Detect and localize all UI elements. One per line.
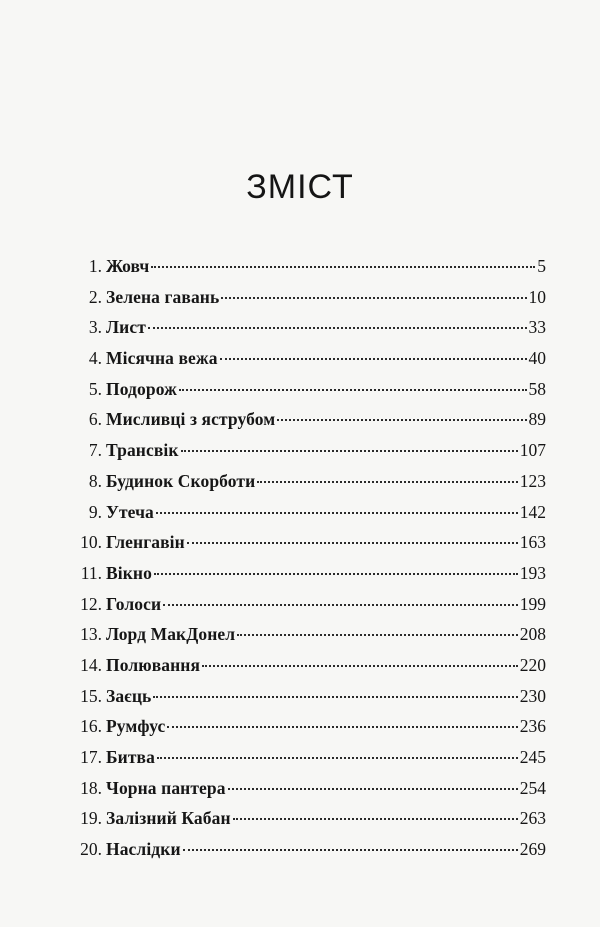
entry-number: 9. [88,501,102,522]
dot-leader [157,757,518,759]
entry-page-number: 220 [519,654,546,675]
entry-number: 8. [88,470,102,491]
entry-number: 14. [80,654,102,675]
toc-entry [80,502,546,533]
entry-page-number: 254 [519,777,546,798]
entry-page-number: 236 [519,716,546,737]
entry-number: 16. [80,716,102,737]
entry-title: Голоси [106,593,162,614]
entry-page-number: 193 [519,562,546,583]
dot-leader [228,788,518,790]
toc-entry [80,839,546,870]
entry-number: 3. [88,317,102,338]
toc-entry [80,256,546,287]
entry-title: Зелена гавань [106,286,220,307]
entry-title: Заєць [106,685,152,706]
entry-number: 20. [80,839,102,860]
entry-page-number: 208 [519,624,546,645]
entry-page-number: 230 [519,685,546,706]
entry-title: Лист [106,317,146,338]
entry-page-number: 245 [519,747,546,767]
entry-title: Мисливці з яструбом [106,409,276,430]
entry-page-number: 123 [519,470,546,491]
entry-number: 10. [80,532,102,553]
toc-entry [80,594,546,625]
dot-leader [233,818,518,820]
dot-leader [151,266,535,268]
page-title: ЗМІСТ [246,168,354,206]
entry-title: Жовч [106,256,150,276]
entry-title: Битва [106,747,155,767]
entry-title: Утеча [106,501,154,522]
entry-title: Місячна вежа [106,348,218,369]
entry-title: Полювання [106,654,201,675]
entry-page-number: 269 [519,839,546,860]
dot-leader [154,573,518,575]
dot-leader [179,389,527,391]
table-of-contents [80,256,546,870]
entry-page-number: 40 [528,348,546,369]
dot-leader [220,358,527,360]
entry-number: 17. [80,747,102,767]
toc-entry [80,440,546,471]
dot-leader [183,849,518,851]
dot-leader [148,327,527,329]
entry-page-number: 263 [519,808,546,829]
toc-entry [80,778,546,809]
entry-page-number: 163 [519,532,546,553]
toc-entry [80,716,546,747]
entry-title: Гленгавін [106,532,185,553]
entry-title: Будинок Скорботи [106,470,256,491]
toc-entry [80,808,546,839]
entry-title: Лорд МакДонел [106,624,236,645]
dot-leader [237,634,518,636]
toc-entry [80,686,546,717]
entry-page-number: 33 [528,317,546,338]
dot-leader [153,696,517,698]
toc-entry [80,471,546,502]
entry-page-number: 199 [519,593,546,614]
entry-number: 19. [80,808,102,829]
entry-number: 1. [88,256,102,276]
dot-leader [156,512,518,514]
dot-leader [277,419,526,421]
toc-entry [80,563,546,594]
dot-leader [257,481,517,483]
dot-leader [181,450,518,452]
entry-page-number: 142 [519,501,546,522]
dot-leader [167,726,517,728]
entry-title: Подорож [106,378,177,399]
entry-number: 12. [80,593,102,614]
entry-page-number: 5 [537,256,546,276]
entry-number: 7. [88,440,102,461]
entry-page-number: 58 [528,378,546,399]
dot-leader [187,542,518,544]
entry-number: 5. [88,378,102,399]
entry-number: 4. [88,348,102,369]
entry-number: 11. [80,562,102,583]
toc-entry [80,655,546,686]
entry-title: Залізний Кабан [106,808,231,829]
entry-page-number: 89 [528,409,546,430]
dot-leader [163,604,518,606]
toc-entry [80,624,546,655]
toc-entry [80,379,546,410]
toc-entry [80,348,546,379]
entry-number: 13. [80,624,102,645]
toc-entry [80,747,546,778]
entry-number: 2. [88,286,102,307]
entry-title: Чорна пантера [106,777,226,798]
toc-entry [80,409,546,440]
toc-entry [80,287,546,318]
dot-leader [221,297,526,299]
entry-page-number: 107 [519,440,546,461]
toc-entry [80,317,546,348]
entry-title: Трансвік [106,440,179,461]
entry-number: 15. [80,685,102,706]
entry-title: Наслідки [106,839,181,860]
dot-leader [202,665,518,667]
entry-title: Румфус [106,716,166,737]
entry-page-number: 10 [528,286,546,307]
entry-title: Вікно [106,562,152,583]
entry-number: 18. [80,777,102,798]
entry-number: 6. [88,409,102,430]
toc-entry [80,532,546,563]
